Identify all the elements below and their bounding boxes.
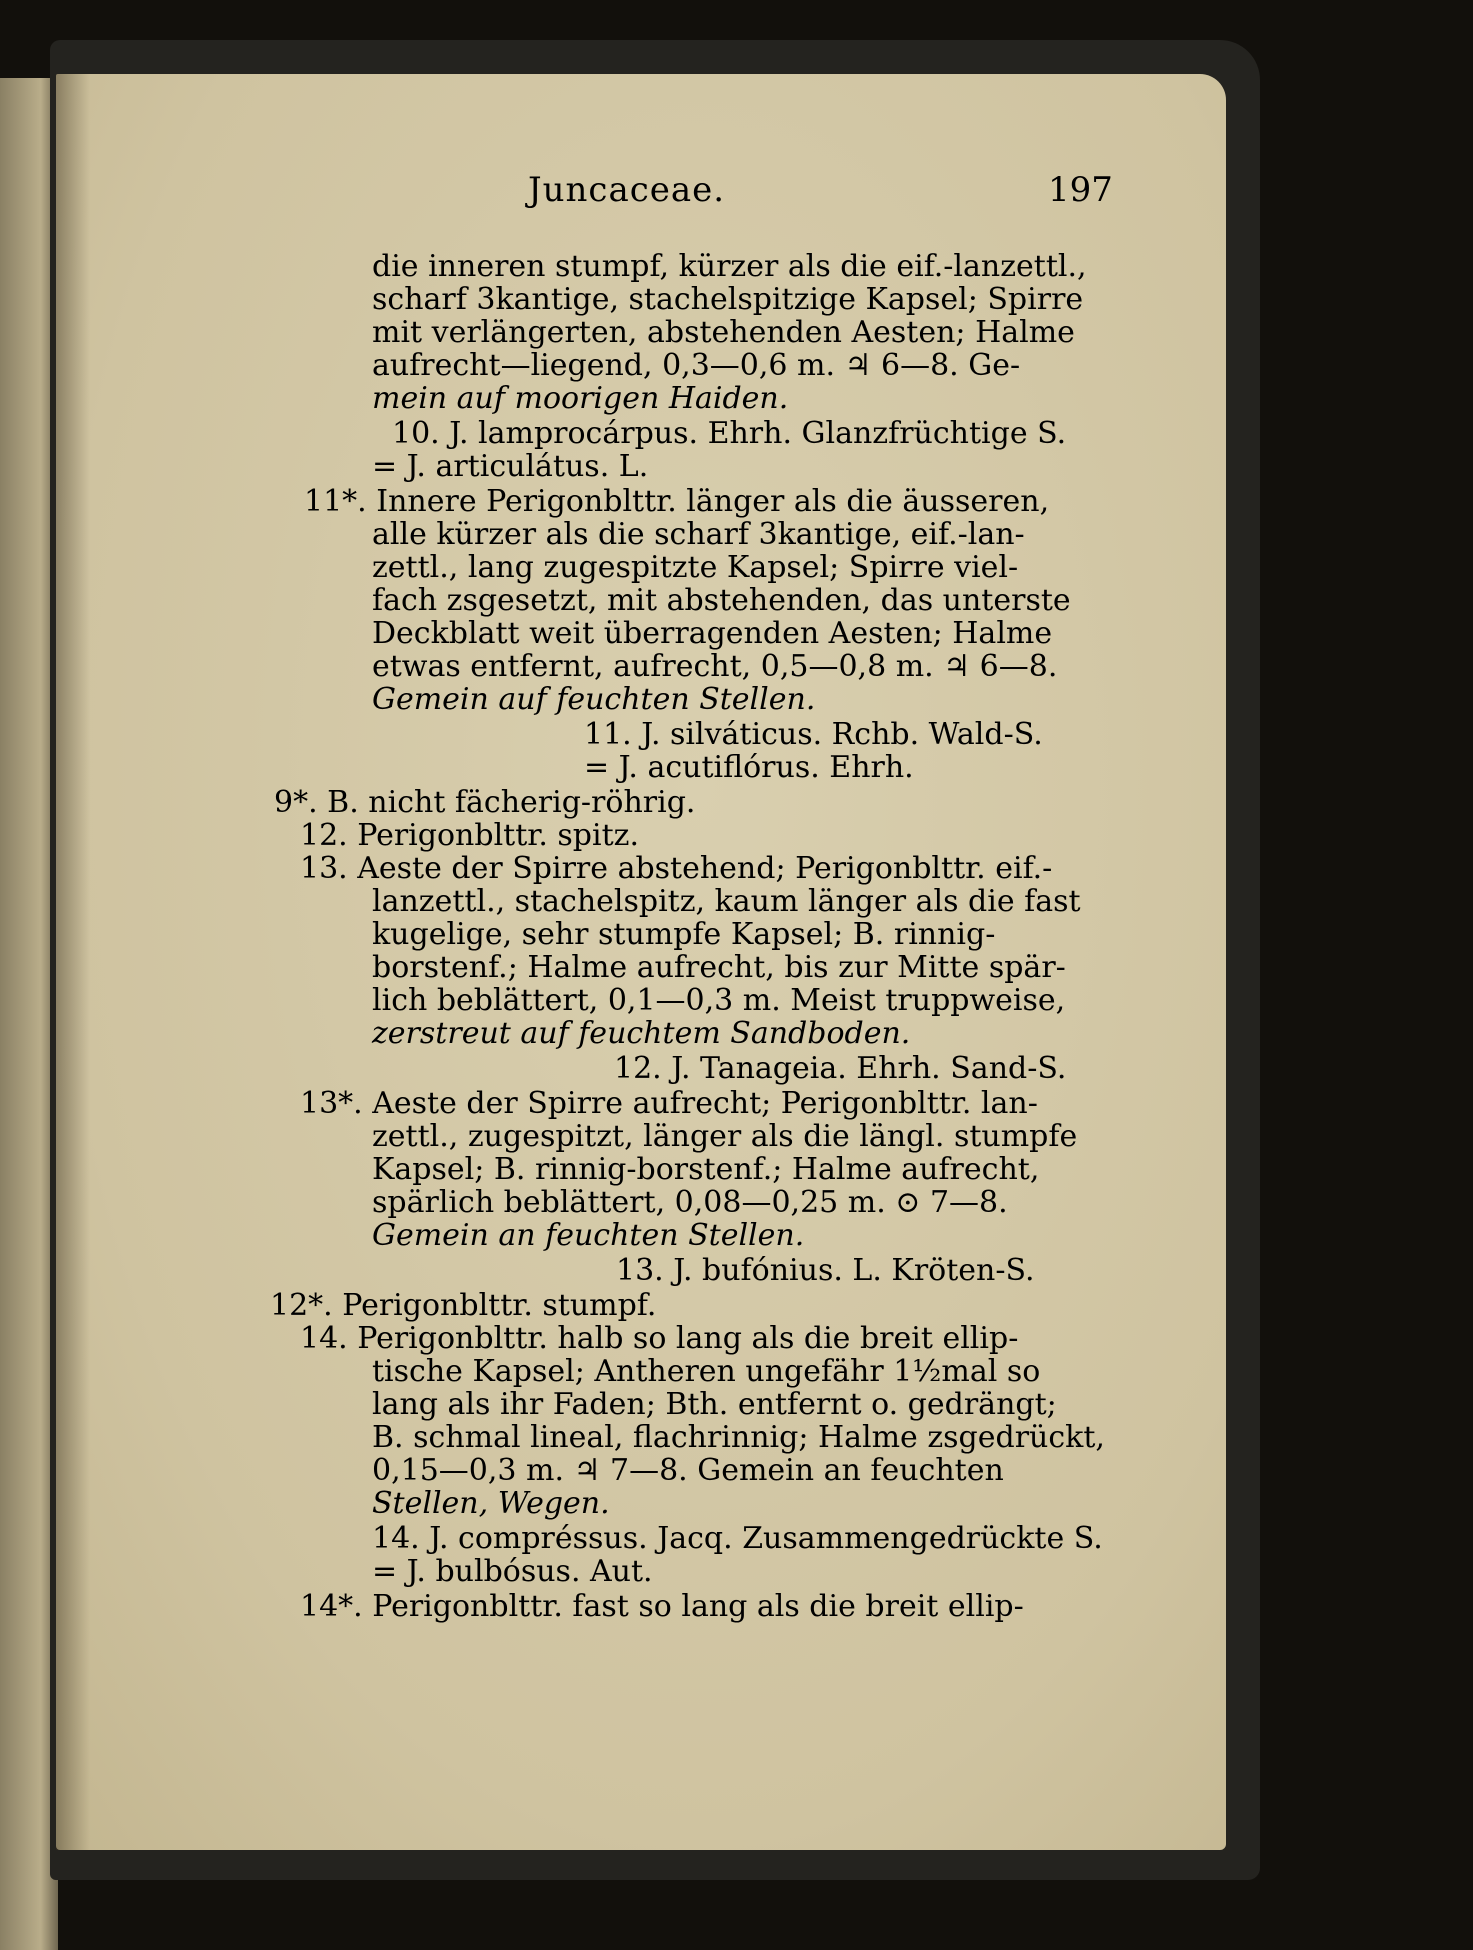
text-line: zettl., lang zugespitzte Kapsel; Spirre viel- <box>372 550 1019 585</box>
key-entry: 11*. Innere Perigonblttr. länger als die äusseren, <box>304 484 1050 519</box>
text-line: B. schmal lineal, flachrinnig; Halme zsgedrückt, <box>372 1420 1105 1455</box>
running-header-title: Juncaceae. <box>528 170 726 210</box>
text-line: etwas entfernt, aufrecht, 0,5—0,8 m. ♃ 6—8. <box>372 649 1058 684</box>
text-line: Gemein an feuchten Stellen. <box>372 1218 805 1253</box>
text-line: Kapsel; B. rinnig-borstenf.; Halme aufrecht, <box>372 1152 1040 1187</box>
text-line: kugelige, sehr stumpfe Kapsel; B. rinnig- <box>372 917 996 952</box>
text-line: aufrecht—liegend, 0,3—0,6 m. ♃ 6—8. Ge- <box>372 348 1021 383</box>
synonym-line: = J. bulbósus. Aut. <box>372 1554 653 1589</box>
species-heading: 14. J. compréssus. Jacq. Zusammengedrückte S. <box>372 1521 1103 1556</box>
key-entry: 12. Perigonblttr. spitz. <box>300 818 639 853</box>
key-entry: 9*. B. nicht fächerig-röhrig. <box>274 785 696 820</box>
synonym-line: = J. articulátus. L. <box>372 449 649 484</box>
text-line: fach zsgesetzt, mit abstehenden, das unterste <box>372 583 1071 618</box>
page-number: 197 <box>1048 170 1113 210</box>
text-line: die inneren stumpf, kürzer als die eif.-lanzettl., <box>372 249 1087 284</box>
key-entry: 12*. Perigonblttr. stumpf. <box>270 1288 657 1323</box>
text-line: 0,15—0,3 m. ♃ 7—8. Gemein an feuchten <box>372 1453 1004 1488</box>
text-line: Stellen, Wegen. <box>372 1486 610 1521</box>
text-line: mein auf moorigen Haiden. <box>372 381 789 416</box>
species-heading: 10. J. lamprocárpus. Ehrh. Glanzfrüchtige S. <box>392 416 1067 451</box>
text-line: borstenf.; Halme aufrecht, bis zur Mitte spär- <box>372 950 1066 985</box>
key-entry: 13*. Aeste der Spirre aufrecht; Perigonblttr. lan- <box>300 1086 1038 1121</box>
text-line: zettl., zugespitzt, länger als die längl. stumpfe <box>372 1119 1078 1154</box>
text-line: mit verlängerten, abstehenden Aesten; Halme <box>372 315 1075 350</box>
text-line: alle kürzer als die scharf 3kantige, eif.-lan- <box>372 517 1025 552</box>
species-heading: 11. J. silváticus. Rchb. Wald-S. <box>584 717 1043 752</box>
text-line: scharf 3kantige, stachelspitzige Kapsel; Spirre <box>372 282 1084 317</box>
text-line: lich beblättert, 0,1—0,3 m. Meist truppweise, <box>372 983 1066 1018</box>
text-line: spärlich beblättert, 0,08—0,25 m. ⊙ 7—8. <box>372 1185 1008 1220</box>
text-line: zerstreut auf feuchtem Sandboden. <box>372 1016 911 1051</box>
text-line: lanzettl., stachelspitz, kaum länger als die fast <box>372 884 1081 919</box>
species-heading: 13. J. bufónius. L. Kröten-S. <box>616 1253 1035 1288</box>
text-line: tische Kapsel; Antheren ungefähr 1½mal so <box>372 1354 1041 1389</box>
text-line: Gemein auf feuchten Stellen. <box>372 682 816 717</box>
key-entry: 13. Aeste der Spirre abstehend; Perigonblttr. eif.- <box>300 851 1053 886</box>
species-heading: 12. J. Tanageia. Ehrh. Sand-S. <box>614 1051 1067 1086</box>
text-line: Deckblatt weit überragenden Aesten; Halme <box>372 616 1053 651</box>
synonym-line: = J. acutiflórus. Ehrh. <box>584 750 914 785</box>
key-entry: 14*. Perigonblttr. fast so lang als die breit ellip- <box>300 1589 1024 1624</box>
key-entry: 14. Perigonblttr. halb so lang als die breit ellip- <box>300 1321 1019 1356</box>
text-line: lang als ihr Faden; Bth. entfernt o. gedrängt; <box>372 1387 1057 1422</box>
